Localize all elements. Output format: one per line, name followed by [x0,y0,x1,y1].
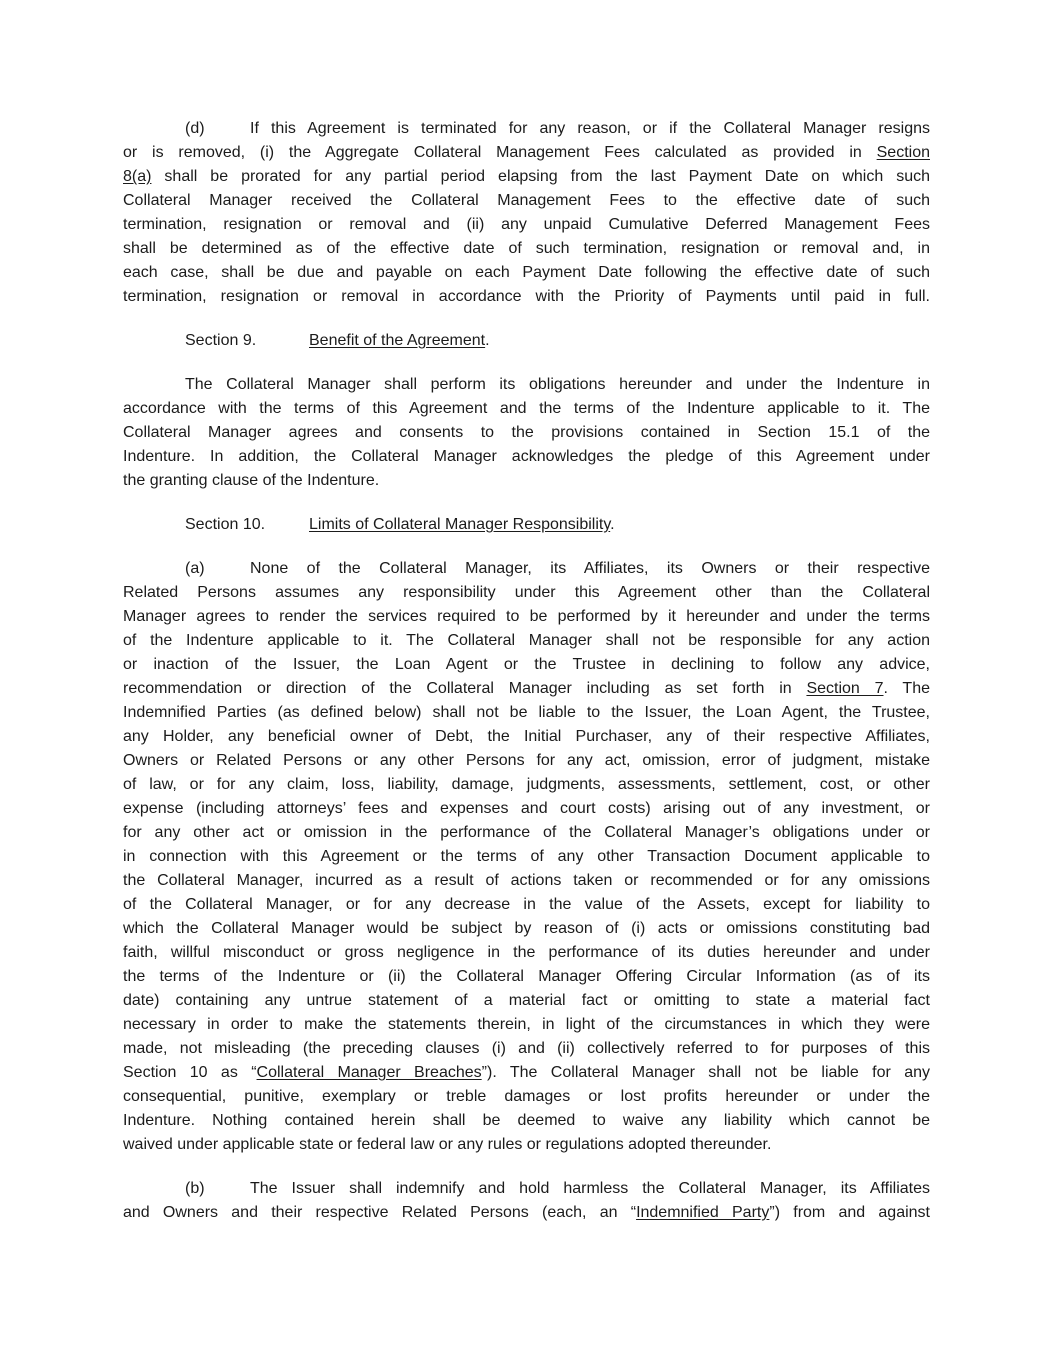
text-line [123,821,930,845]
text-run: or is removed, (i) the Aggregate Collateral Management Fees calculated as provided in [123,144,877,161]
underlined-term: Indemnified Party [636,1204,770,1221]
text-line [123,989,930,1013]
text-line [123,373,930,397]
text-run: faith, willful misconduct or gross negligence in the performance of its duties hereunder and under [123,944,930,961]
paragraph-label: (b) [185,1180,205,1197]
text-run: which the Collateral Manager would be subject by reason of (i) acts or omissions constituting bad [123,920,930,937]
text-line [123,285,930,309]
tab-indent [123,528,185,529]
text-run: Indenture. Nothing contained herein shall be deemed to waive any liability which cannot be [123,1112,930,1129]
text-run: None of the Collateral Manager, its Affiliates, its Owners or their respective [250,560,930,577]
text-run: If this Agreement is terminated for any reason, or if the Collateral Manager resigns [250,120,930,137]
tab-indent [123,344,185,345]
text-line [123,1037,930,1061]
text-line [123,701,930,725]
document-content [123,117,930,1245]
text-run: made, not misleading (the preceding clauses (i) and (ii) collectively referred to for purposes of this [123,1040,930,1057]
text-line [123,261,930,285]
text-run: ”) from and against [769,1204,930,1221]
text-run: the terms of the Indenture or (ii) the Collateral Manager Offering Circular Information (as of its [123,968,930,985]
text-run: ”). The Collateral Manager shall not be liable for any [481,1064,931,1081]
paragraph-label: Section 9. [185,332,257,349]
text-line [123,653,930,677]
paragraph-section-9 [123,373,930,493]
text-line [123,797,930,821]
underlined-term: Section [876,144,930,161]
text-line [123,165,930,189]
text-run: waived under applicable state or federal law or any rules or regulations adopted thereunder. [123,1136,772,1153]
text-line [123,421,930,445]
text-line [123,1201,930,1225]
text-run: shall be determined as of the effective date of such termination, resignation or removal and, in [123,240,930,257]
text-run: Manager agrees to render the services required to be performed by it hereunder and under the terms [123,608,930,625]
text-run: and Owners and their respective Related Persons (each, an “ [123,1204,637,1221]
underlined-term: Collateral Manager Breaches [256,1064,482,1081]
text-line [123,513,930,537]
text-run: of law, or for any claim, loss, liability, damage, judgments, assessments, settlement, cost, or other [123,776,930,793]
text-line [123,629,930,653]
text-run: Collateral Manager agrees and consents to the provisions contained in Section 15.1 of the [123,424,930,441]
text-run: The Collateral Manager shall perform its obligations hereunder and under the Indenture in [185,376,930,393]
text-line [123,965,930,989]
paragraph-label: (a) [185,560,205,577]
tab-indent [123,388,185,389]
text-run: expense (including attorneys’ fees and expenses and court costs) arising out of any investment, or [123,800,930,817]
text-line [123,213,930,237]
paragraph-label: (d) [185,120,205,137]
text-line [123,893,930,917]
text-run: . The [883,680,930,697]
paragraph-d [123,117,930,309]
text-run: date) containing any untrue statement of a material fact or omitting to state a material fact [123,992,930,1009]
text-line [123,941,930,965]
tab-indent [123,572,185,573]
heading-section-9 [123,329,930,353]
text-line [123,141,930,165]
text-line [123,1177,930,1201]
text-run: Section 10 as “ [123,1064,257,1081]
text-line [123,749,930,773]
text-run: of the Indenture applicable to it. The Collateral Manager shall not be responsible for any action [123,632,930,649]
text-run: the Collateral Manager, incurred as a result of actions taken or recommended or for any omissions [123,872,930,889]
text-line [123,1013,930,1037]
text-run: Indemnified Parties (as defined below) shall not be liable to the Issuer, the Loan Agent, the Trustee, [123,704,930,721]
underlined-term: Section 7 [806,680,884,697]
heading-section-10 [123,513,930,537]
text-run: each case, shall be due and payable on each Payment Date following the effective date of such [123,264,930,281]
text-line [123,773,930,797]
text-line [123,1133,930,1157]
text-line [123,237,930,261]
text-run: Collateral Manager received the Collateral Management Fees to the effective date of such [123,192,930,209]
text-line [123,329,930,353]
text-line [123,581,930,605]
text-line [123,605,930,629]
text-line [123,469,930,493]
text-line [123,557,930,581]
text-run: recommendation or direction of the Collateral Manager including as set forth in [123,680,807,697]
text-line [123,1109,930,1133]
text-run: termination, resignation or removal and (ii) any unpaid Cumulative Deferred Management Fees [123,216,930,233]
tab-indent [123,132,185,133]
text-run: of the Collateral Manager, or for any decrease in the value of the Assets, except for liability to [123,896,930,913]
underlined-term: Limits of Collateral Manager Responsibility [309,516,611,533]
text-run: consequential, punitive, exemplary or treble damages or lost profits hereunder or under the [123,1088,930,1105]
text-run: necessary in order to make the statements therein, in light of the circumstances in which they were [123,1016,930,1033]
text-run: any Holder, any beneficial owner of Debt, the Initial Purchaser, any of their respective Affiliates, [123,728,930,745]
text-line [123,845,930,869]
text-run: or inaction of the Issuer, the Loan Agent or the Trustee in declining to follow any advice, [123,656,930,673]
paragraph-b [123,1177,930,1225]
text-line [123,1085,930,1109]
text-run: accordance with the terms of this Agreement and the terms of the Indenture applicable to it. The [123,400,930,417]
underlined-term: Benefit of the Agreement [309,332,486,349]
text-run: shall be prorated for any partial period elapsing from the last Payment Date on which such [151,168,930,185]
text-line [123,677,930,701]
text-line [123,917,930,941]
text-line [123,117,930,141]
text-line [123,397,930,421]
text-line [123,1061,930,1085]
text-line [123,869,930,893]
underlined-term: 8(a) [123,168,152,185]
text-line [123,189,930,213]
text-run: for any other act or omission in the performance of the Collateral Manager’s obligations under or [123,824,930,841]
text-run: Indenture. In addition, the Collateral Manager acknowledges the pledge of this Agreement under [123,448,930,465]
text-run: the granting clause of the Indenture. [123,472,380,489]
text-run: . [610,516,615,533]
text-line [123,445,930,469]
paragraph-a [123,557,930,1157]
text-run: termination, resignation or removal in accordance with the Priority of Payments until paid in full. [123,288,930,305]
text-run: . [485,332,490,349]
text-run: Owners or Related Persons or any other Persons for any act, omission, error of judgment, mistake [123,752,930,769]
tab-indent [123,1192,185,1193]
text-run: in connection with this Agreement or the terms of any other Transaction Document applicable to [123,848,930,865]
text-run: Related Persons assumes any responsibility under this Agreement other than the Collateral [123,584,930,601]
paragraph-label: Section 10. [185,516,266,533]
text-line [123,725,930,749]
text-run: The Issuer shall indemnify and hold harmless the Collateral Manager, its Affiliates [250,1180,930,1197]
